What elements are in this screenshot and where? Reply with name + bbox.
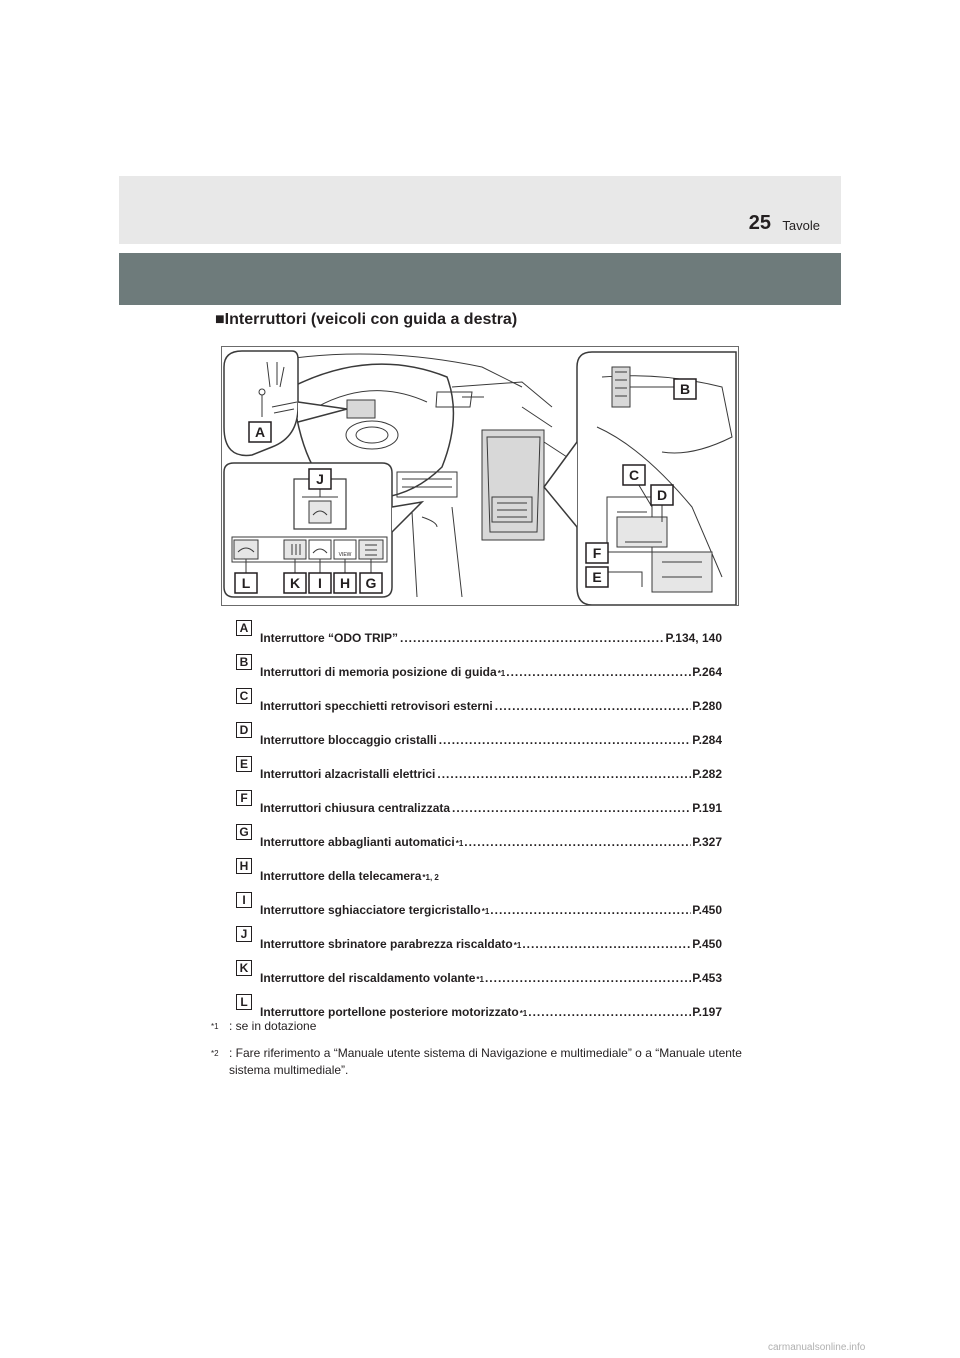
- item-label: Interruttore abbaglianti automatici: [260, 835, 455, 849]
- item-page-ref[interactable]: P.453: [692, 971, 722, 985]
- list-item: [236, 719, 722, 753]
- item-letter: B: [236, 654, 252, 670]
- item-letter: H: [236, 858, 252, 874]
- list-item: [236, 617, 722, 651]
- item-page-ref[interactable]: P.450: [692, 903, 722, 917]
- header-band: [119, 176, 841, 244]
- switch-list: [236, 617, 722, 1025]
- item-page-ref[interactable]: P.327: [692, 835, 722, 849]
- item-label: Interruttore “ODO TRIP”: [260, 631, 399, 645]
- chapter-band: [119, 253, 841, 305]
- item-page-ref[interactable]: P.197: [692, 1005, 722, 1019]
- item-letter: F: [236, 790, 252, 806]
- list-item: B Interruttori di memoria posizione di guida *1 ..... P.264: [236, 651, 722, 685]
- item-label: Interruttore bloccaggio cristalli: [260, 733, 437, 747]
- list-item: L Interruttore portellone posteriore motorizzato *1 ..... P.197: [236, 991, 722, 1025]
- watermark: carmanualsonline.info: [768, 1342, 866, 1353]
- item-letter: C: [236, 688, 252, 704]
- item-letter: K: [236, 960, 252, 976]
- odo-highlight: [347, 400, 375, 418]
- svg-text:VIEW: VIEW: [338, 552, 352, 558]
- svg-text:K: K: [289, 575, 301, 591]
- item-letter: I: [236, 892, 252, 908]
- list-item: [236, 685, 722, 719]
- svg-text:F: F: [592, 545, 602, 561]
- item-label: Interruttore portellone posteriore motorizzato: [260, 1005, 519, 1019]
- item-label: Interruttore sbrinatore parabrezza riscaldato: [260, 937, 513, 951]
- item-label: Interruttori chiusura centralizzata: [260, 801, 451, 815]
- list-item: I Interruttore sghiacciatore tergicristallo *1 ..... P.450: [236, 889, 722, 923]
- svg-text:J: J: [316, 471, 324, 487]
- svg-text:I: I: [318, 575, 322, 591]
- item-letter: A: [236, 620, 252, 636]
- svg-text:L: L: [241, 575, 251, 591]
- door-panel-highlight: [482, 430, 544, 540]
- list-item: G Interruttore abbaglianti automatici *1 ..... P.327: [236, 821, 722, 855]
- footnotes: [211, 1018, 751, 1085]
- switches-illustration: [221, 346, 739, 606]
- item-label: Interruttore sghiacciatore tergicristallo: [260, 903, 481, 917]
- item-label: Interruttori alzacristalli elettrici: [260, 767, 436, 781]
- item-letter: J: [236, 926, 252, 942]
- item-letter: E: [236, 756, 252, 772]
- svg-text:B: B: [679, 381, 691, 397]
- item-page-ref[interactable]: P.280: [692, 699, 722, 713]
- list-item: J Interruttore sbrinatore parabrezza riscaldato *1 ..... P.450: [236, 923, 722, 957]
- page-number: 25: [748, 212, 771, 234]
- item-letter: L: [236, 994, 252, 1010]
- svg-text:H: H: [339, 575, 351, 591]
- item-page-ref[interactable]: P.450: [692, 937, 722, 951]
- section-label: Tavole: [782, 218, 820, 233]
- item-page-ref[interactable]: P.282: [692, 767, 722, 781]
- svg-text:A: A: [254, 424, 266, 440]
- item-label: Interruttore della telecamera: [260, 869, 422, 883]
- svg-text:E: E: [592, 569, 602, 585]
- item-letter: G: [236, 824, 252, 840]
- item-letter: D: [236, 722, 252, 738]
- list-item: [236, 753, 722, 787]
- list-item: K Interruttore del riscaldamento volante *1 ..... P.453: [236, 957, 722, 991]
- svg-text:D: D: [656, 487, 668, 503]
- item-page-ref[interactable]: P.134, 140: [665, 631, 722, 645]
- footnote: $^{*2}$ : Fare riferimento a “Manuale utente sistema di Navigazione e multimediale” o a “Manuale utente sistema multimediale”.: [211, 1046, 742, 1077]
- footnote: $^{*1}$ : se in dotazione: [211, 1019, 317, 1033]
- item-label: Interruttori di memoria posizione di guida: [260, 665, 497, 679]
- list-item: H Interruttore della telecamera *1, 2: [236, 855, 722, 889]
- wheel-hub: [346, 421, 398, 449]
- svg-text:C: C: [628, 467, 640, 483]
- list-item: [236, 787, 722, 821]
- item-page-ref[interactable]: P.264: [692, 665, 722, 679]
- item-page-ref[interactable]: P.191: [692, 801, 722, 815]
- item-label: Interruttori specchietti retrovisori esterni: [260, 699, 493, 713]
- item-page-ref[interactable]: P.284: [692, 733, 722, 747]
- section-heading: ■Interruttori (veicoli con guida a destra): [215, 311, 518, 328]
- item-label: Interruttore del riscaldamento volante: [260, 971, 476, 985]
- svg-text:G: G: [365, 575, 377, 591]
